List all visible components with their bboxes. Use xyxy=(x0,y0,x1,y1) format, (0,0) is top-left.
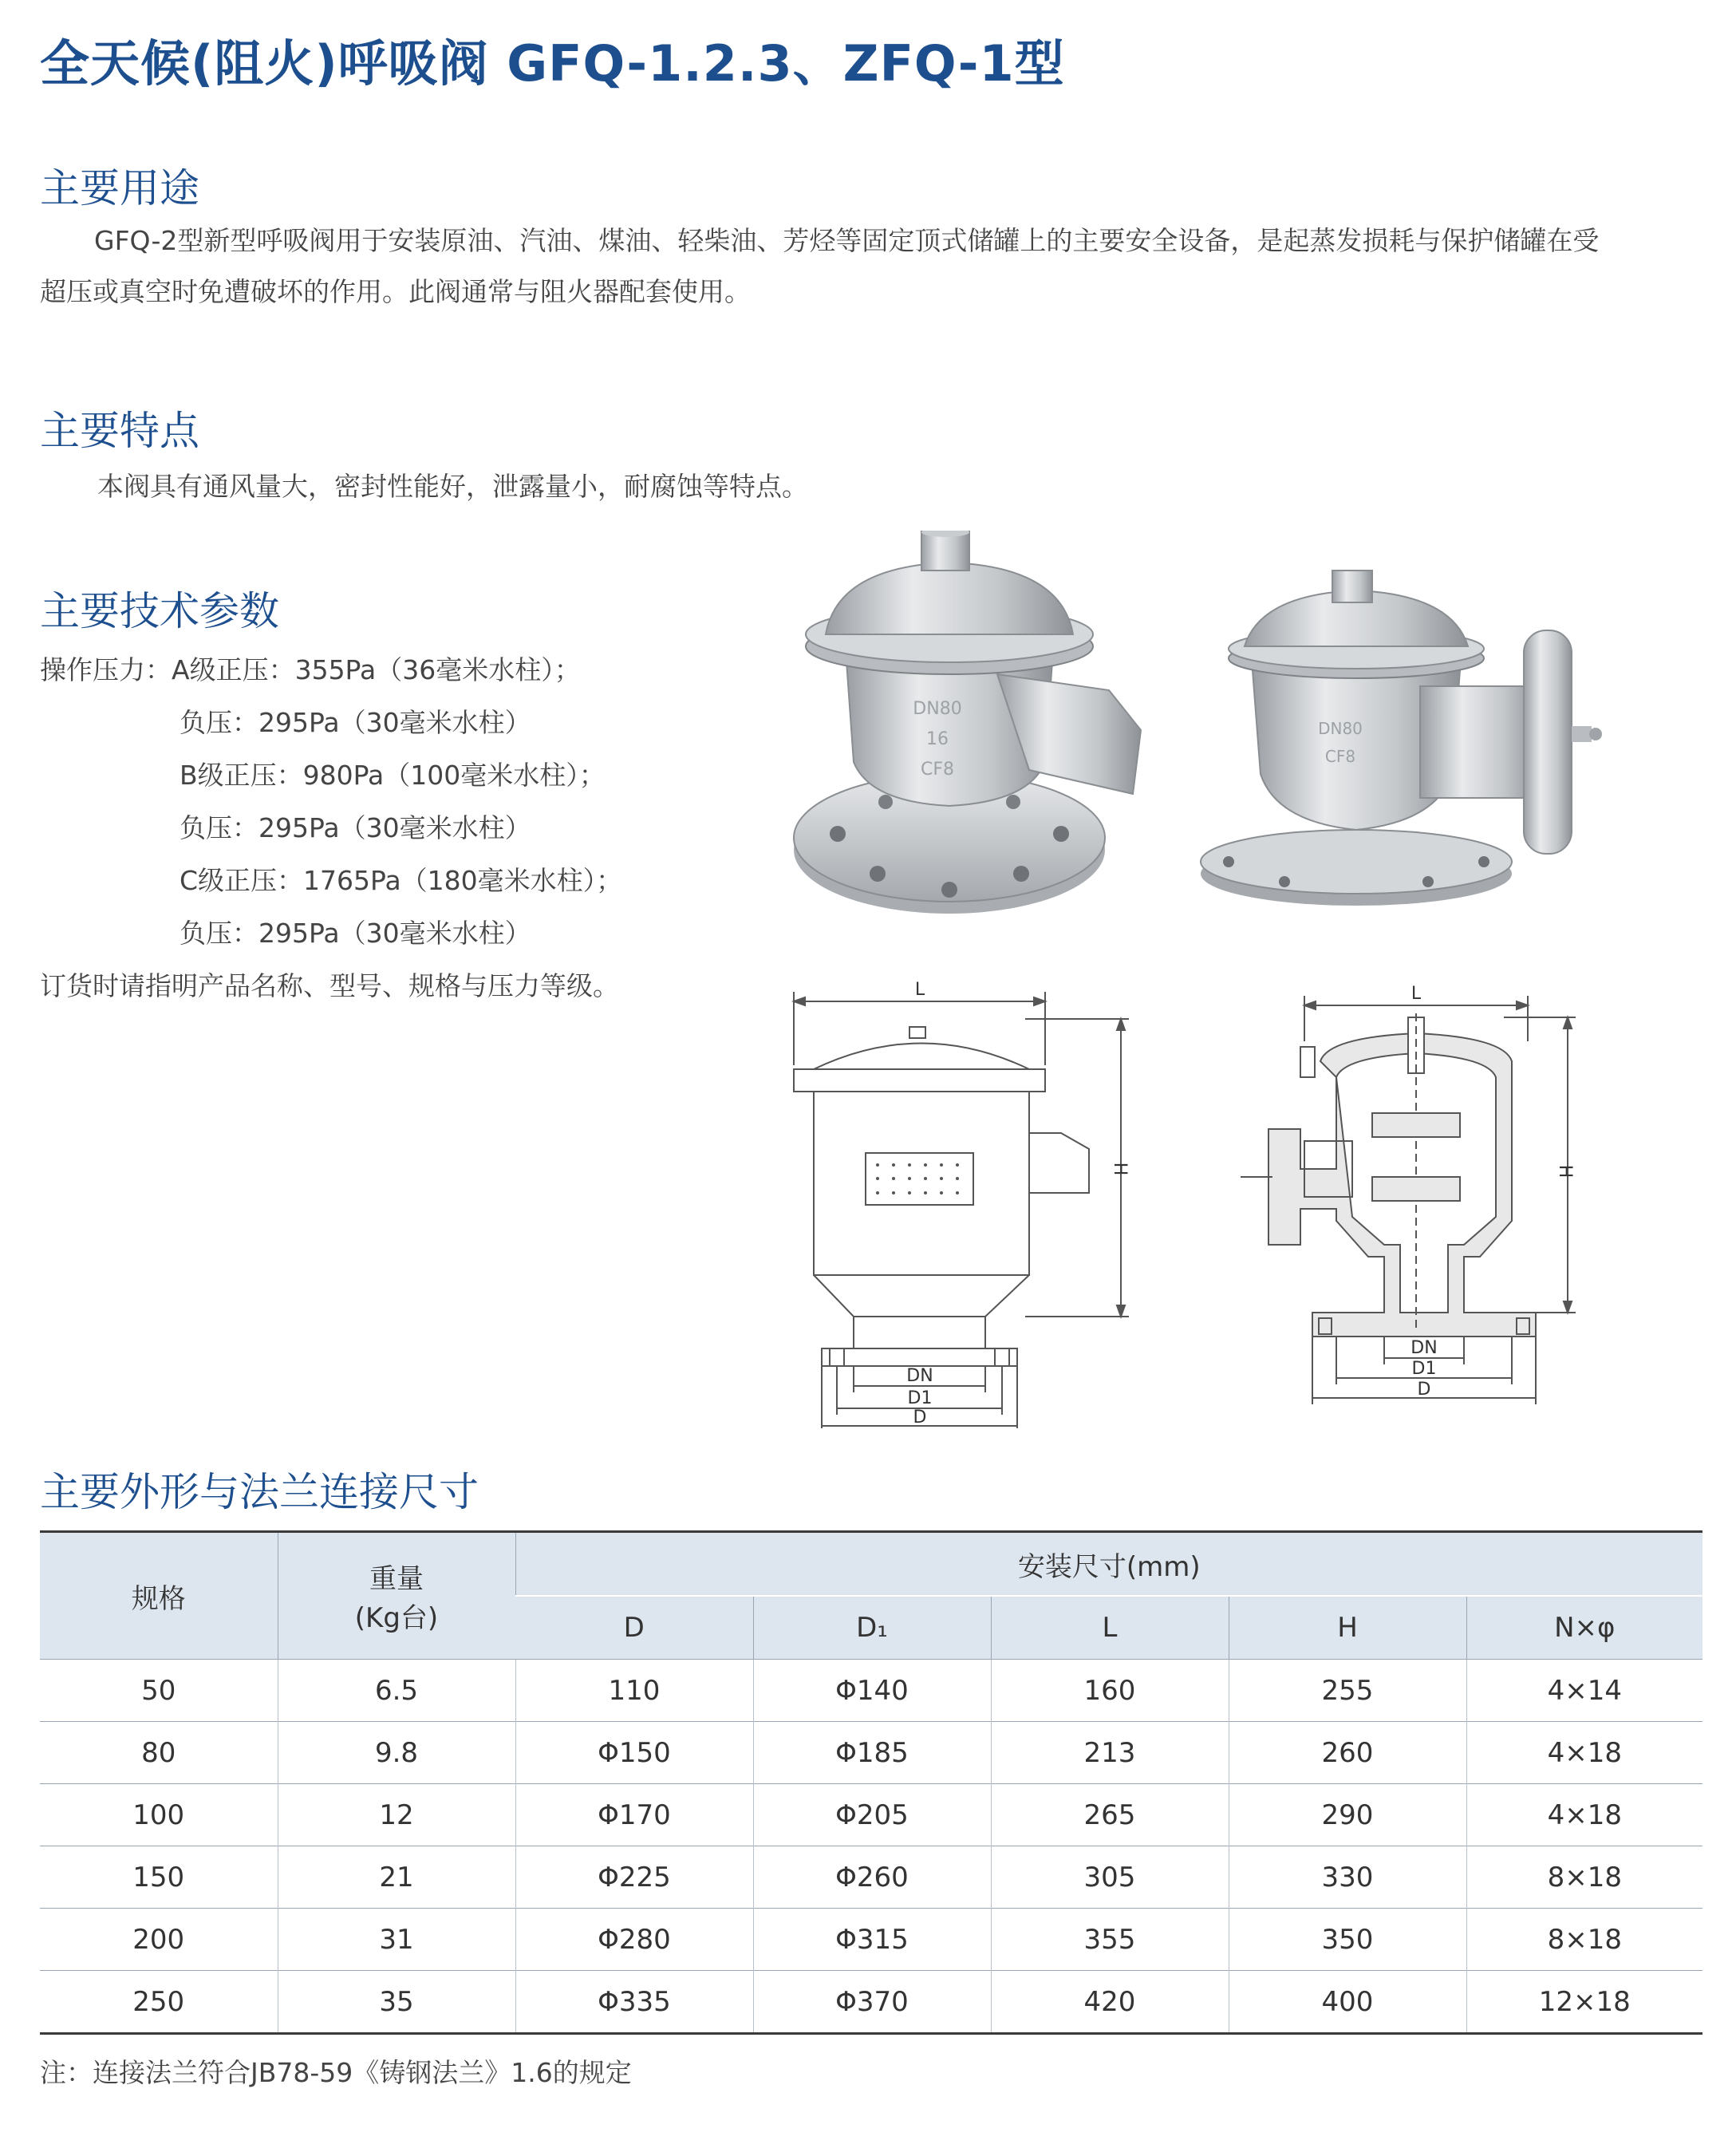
cell-nphi: 8×18 xyxy=(1466,1909,1702,1971)
dimensions-table-body xyxy=(40,1660,1702,2034)
drawing2-label-h: H xyxy=(1555,1164,1575,1179)
cell-d1: Φ315 xyxy=(753,1909,991,1971)
drawing1-label-d: D xyxy=(913,1408,927,1427)
valve1-mark-material: CF8 xyxy=(920,760,955,780)
param-line-4: 负压：295Pa（30毫米水柱） xyxy=(180,812,531,843)
cell-h: 330 xyxy=(1229,1846,1466,1909)
param-line-2: 负压：295Pa（30毫米水柱） xyxy=(180,707,531,738)
param-line-7: 订货时请指明产品名称、型号、规格与压力等级。 xyxy=(40,970,619,1001)
valve-drawing-2 xyxy=(1225,981,1584,1432)
cell-d1: Φ370 xyxy=(753,1971,991,2034)
drawing2-label-d1: D1 xyxy=(1411,1359,1437,1379)
features-heading: 主要特点 xyxy=(40,408,199,454)
cell-d: Φ170 xyxy=(515,1784,753,1846)
param-line-6: 负压：295Pa（30毫米水柱） xyxy=(180,918,531,949)
header-col-d1: D₁ xyxy=(753,1596,991,1660)
table-row xyxy=(40,1660,1702,1722)
cell-weight: 31 xyxy=(278,1909,515,1971)
cell-h: 400 xyxy=(1229,1971,1466,2034)
cell-nphi: 12×18 xyxy=(1466,1971,1702,2034)
header-weight-line2: (Kg台) xyxy=(354,1602,439,1634)
cell-l: 213 xyxy=(991,1722,1229,1784)
drawing1-label-dn: DN xyxy=(906,1366,933,1386)
cell-d: Φ225 xyxy=(515,1846,753,1909)
table-note: 注：连接法兰符合JB78-59《铸钢法兰》1.6的规定 xyxy=(40,2057,632,2088)
cell-l: 265 xyxy=(991,1784,1229,1846)
cell-d: Φ280 xyxy=(515,1909,753,1971)
cell-weight: 12 xyxy=(278,1784,515,1846)
valve1-mark-pn: 16 xyxy=(926,729,949,749)
usage-line-1: GFQ-2型新型呼吸阀用于安装原油、汽油、煤油、轻柴油、芳烃等固定顶式储罐上的主要安全设备，是起蒸发损耗与保护储罐在受 xyxy=(94,225,1600,256)
usage-line-2: 超压或真空时免遭破坏的作用。此阀通常与阻火器配套使用。 xyxy=(40,276,751,307)
param-line-5: C级正压：1765Pa（180毫米水柱）； xyxy=(180,865,623,896)
cell-h: 260 xyxy=(1229,1722,1466,1784)
cell-spec: 150 xyxy=(40,1846,278,1909)
valve2-mark-material: CF8 xyxy=(1324,747,1356,766)
table-row xyxy=(40,1784,1702,1846)
drawing2-label-dn: DN xyxy=(1410,1338,1438,1358)
param-line-1: 操作压力：A级正压：355Pa（36毫米水柱）； xyxy=(40,654,581,685)
cell-l: 355 xyxy=(991,1909,1229,1971)
cell-weight: 21 xyxy=(278,1846,515,1909)
param-line-3: B级正压：980Pa（100毫米水柱）； xyxy=(180,760,606,791)
usage-heading: 主要用途 xyxy=(40,165,199,211)
cell-nphi: 4×18 xyxy=(1466,1722,1702,1784)
valve-drawing-1 xyxy=(786,977,1145,1428)
cell-l: 160 xyxy=(991,1660,1229,1722)
header-col-l: L xyxy=(991,1596,1229,1660)
cell-d: Φ335 xyxy=(515,1971,753,2034)
cell-weight: 9.8 xyxy=(278,1722,515,1784)
dimensions-heading: 主要外形与法兰连接尺寸 xyxy=(40,1469,479,1515)
cell-spec: 100 xyxy=(40,1784,278,1846)
header-col-d: D xyxy=(515,1596,753,1660)
header-weight xyxy=(278,1532,515,1660)
usage-text xyxy=(40,215,1707,318)
features-text: 本阀具有通风量大，密封性能好，泄露量小，耐腐蚀等特点。 xyxy=(97,471,808,502)
cell-d1: Φ140 xyxy=(753,1660,991,1722)
cell-d: 110 xyxy=(515,1660,753,1722)
drawing1-label-d1: D1 xyxy=(907,1388,933,1408)
cell-l: 305 xyxy=(991,1846,1229,1909)
table-row xyxy=(40,1722,1702,1784)
drawing1-label-h: H xyxy=(1110,1162,1130,1176)
cell-h: 290 xyxy=(1229,1784,1466,1846)
cell-l: 420 xyxy=(991,1971,1229,2034)
page-title: 全天候(阻火)呼吸阀 GFQ-1.2.3、ZFQ-1型 xyxy=(40,34,1065,93)
cell-d1: Φ260 xyxy=(753,1846,991,1909)
dimensions-table xyxy=(40,1530,1702,2035)
cell-weight: 35 xyxy=(278,1971,515,2034)
header-col-nphi: N×φ xyxy=(1466,1596,1702,1660)
cell-nphi: 4×14 xyxy=(1466,1660,1702,1722)
table-row xyxy=(40,1846,1702,1909)
drawing2-label-l: L xyxy=(1410,984,1422,1004)
valve1-mark-dn: DN80 xyxy=(913,699,962,719)
valve-photo-2 xyxy=(1197,567,1604,910)
table-row xyxy=(40,1971,1702,2034)
drawing1-label-l: L xyxy=(914,980,925,1000)
cell-nphi: 8×18 xyxy=(1466,1846,1702,1909)
cell-h: 350 xyxy=(1229,1909,1466,1971)
cell-d1: Φ185 xyxy=(753,1722,991,1784)
header-col-h: H xyxy=(1229,1596,1466,1660)
header-install: 安装尺寸(mm) xyxy=(515,1532,1702,1597)
table-row xyxy=(40,1909,1702,1971)
valve-photo-1 xyxy=(790,531,1149,922)
cell-d1: Φ205 xyxy=(753,1784,991,1846)
cell-nphi: 4×18 xyxy=(1466,1784,1702,1846)
cell-d: Φ150 xyxy=(515,1722,753,1784)
cell-spec: 80 xyxy=(40,1722,278,1784)
valve2-mark-dn: DN80 xyxy=(1318,719,1363,738)
cell-spec: 200 xyxy=(40,1909,278,1971)
drawing2-label-d: D xyxy=(1417,1380,1431,1400)
cell-h: 255 xyxy=(1229,1660,1466,1722)
cell-spec: 250 xyxy=(40,1971,278,2034)
cell-spec: 50 xyxy=(40,1660,278,1722)
header-spec: 规格 xyxy=(40,1532,278,1660)
header-weight-line1: 重量 xyxy=(369,1563,424,1595)
cell-weight: 6.5 xyxy=(278,1660,515,1722)
params-heading: 主要技术参数 xyxy=(40,588,279,634)
